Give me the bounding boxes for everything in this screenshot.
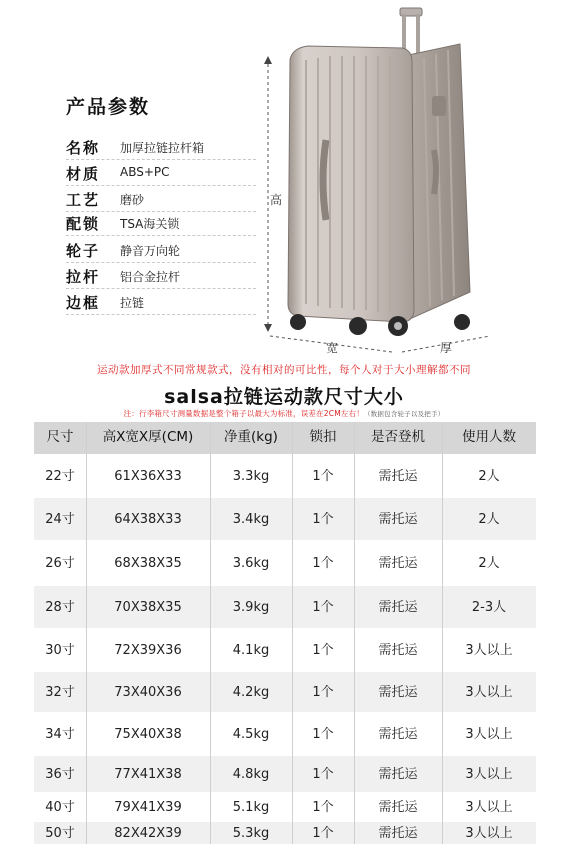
cell-boarding: 需托运 — [378, 555, 418, 571]
cell-dimensions: 68X38X35 — [114, 555, 182, 571]
table-title: salsa拉链运动款尺寸大小 — [164, 386, 404, 408]
spec-key: 边框 — [66, 294, 101, 312]
cell-boarding: 需托运 — [378, 799, 418, 815]
header-size: 尺寸 — [46, 429, 74, 446]
spec-key: 工艺 — [66, 191, 101, 209]
spec-key: 配锁 — [66, 215, 101, 233]
cell-users: 3人以上 — [465, 726, 513, 742]
cell-lock: 1个 — [312, 726, 334, 742]
cell-users: 2-3人 — [471, 599, 507, 615]
spec-value: ABS+PC — [120, 165, 170, 179]
column-divider — [210, 422, 211, 844]
suitcase-illustration — [262, 0, 502, 362]
cell-size: 34寸 — [45, 726, 75, 742]
cell-users: 2人 — [478, 468, 500, 484]
spec-title: 产品参数 — [66, 96, 151, 118]
table-row — [34, 586, 536, 628]
cell-lock: 1个 — [312, 468, 334, 484]
spec-row — [66, 240, 256, 263]
size-table — [34, 422, 536, 844]
table-row — [34, 714, 536, 754]
spec-key: 名称 — [66, 139, 101, 157]
cell-size: 32寸 — [45, 684, 75, 700]
cell-lock: 1个 — [312, 684, 334, 700]
cell-lock: 1个 — [312, 825, 334, 841]
cell-users: 3人以上 — [465, 642, 513, 658]
cell-users: 2人 — [478, 511, 500, 527]
cell-weight: 4.1kg — [232, 642, 270, 658]
cell-weight: 4.5kg — [232, 726, 270, 742]
cell-boarding: 需托运 — [378, 511, 418, 527]
cell-boarding: 需托运 — [378, 825, 418, 841]
column-divider — [442, 422, 443, 844]
cell-size: 22寸 — [45, 468, 75, 484]
arrow-down-icon — [264, 324, 272, 332]
table-note-main: 注：行李箱尺寸测量数据是整个箱子以最大为标准，误差在2CM左右！ — [123, 409, 364, 418]
cell-size: 50寸 — [45, 825, 75, 841]
cell-users: 3人以上 — [465, 684, 513, 700]
table-row — [34, 456, 536, 496]
cell-lock: 1个 — [312, 642, 334, 658]
arrow-up-icon — [264, 56, 272, 64]
cell-size: 36寸 — [45, 766, 75, 782]
cell-dimensions: 79X41X39 — [114, 799, 182, 815]
cell-weight: 3.3kg — [232, 468, 270, 484]
width-label: 宽 — [326, 341, 339, 355]
column-divider — [292, 422, 293, 844]
table-row — [34, 756, 536, 792]
cell-boarding: 需托运 — [378, 642, 418, 658]
spec-row — [66, 137, 256, 160]
header-dimensions: 高X宽X厚(CM) — [102, 429, 194, 446]
cell-users: 3人以上 — [465, 799, 513, 815]
header-users: 使用人数 — [462, 429, 516, 446]
cell-users: 3人以上 — [465, 766, 513, 782]
cell-weight: 5.3kg — [232, 825, 270, 841]
cell-boarding: 需托运 — [378, 684, 418, 700]
cell-dimensions: 82X42X39 — [114, 825, 182, 841]
cell-size: 26寸 — [45, 555, 75, 571]
cell-lock: 1个 — [312, 799, 334, 815]
spec-value: 加厚拉链拉杆箱 — [120, 141, 205, 155]
cell-boarding: 需托运 — [378, 766, 418, 782]
cell-weight: 5.1kg — [232, 799, 270, 815]
cell-dimensions: 73X40X36 — [114, 684, 182, 700]
cell-dimensions: 72X39X36 — [114, 642, 182, 658]
cell-users: 2人 — [478, 555, 500, 571]
spec-key: 拉杆 — [66, 268, 101, 286]
product-spec-section — [0, 0, 568, 362]
table-row — [34, 794, 536, 820]
cell-boarding: 需托运 — [378, 599, 418, 615]
table-row — [34, 822, 536, 844]
cell-dimensions: 70X38X35 — [114, 599, 182, 615]
notice-text: 运动款加厚式不同常规款式，没有相对的可比性，每个人对于大小理解都不同 — [97, 364, 471, 376]
depth-label: 厚 — [440, 341, 453, 355]
table-note — [0, 408, 568, 419]
cell-size: 24寸 — [45, 511, 75, 527]
header-boarding: 是否登机 — [371, 429, 425, 446]
cell-boarding: 需托运 — [378, 726, 418, 742]
cell-lock: 1个 — [312, 599, 334, 615]
cell-size: 40寸 — [45, 799, 75, 815]
spec-row — [66, 292, 256, 315]
cell-users: 3人以上 — [465, 825, 513, 841]
cell-boarding: 需托运 — [378, 468, 418, 484]
cell-weight: 4.8kg — [232, 766, 270, 782]
height-label: 高 — [270, 193, 283, 207]
spec-value: 拉链 — [120, 296, 145, 310]
cell-size: 28寸 — [45, 599, 75, 615]
cell-lock: 1个 — [312, 555, 334, 571]
column-divider — [354, 422, 355, 844]
spec-row — [66, 266, 256, 289]
table-row — [34, 542, 536, 584]
column-divider — [86, 422, 87, 844]
spec-key: 轮子 — [66, 242, 101, 260]
spec-value: 静音万向轮 — [120, 244, 181, 258]
header-lock: 锁扣 — [309, 429, 337, 446]
spec-value: 铝合金拉杆 — [120, 270, 181, 284]
cell-dimensions: 77X41X38 — [114, 766, 182, 782]
cell-lock: 1个 — [312, 766, 334, 782]
cell-lock: 1个 — [312, 511, 334, 527]
table-note-small: （数据包含轮子以及把手） — [363, 410, 445, 418]
table-header-row — [34, 422, 536, 454]
cell-dimensions: 64X38X33 — [114, 511, 182, 527]
table-row — [34, 630, 536, 670]
cell-weight: 3.9kg — [232, 599, 270, 615]
table-row — [34, 498, 536, 540]
spec-key: 材质 — [66, 165, 101, 183]
table-row — [34, 672, 536, 712]
cell-dimensions: 61X36X33 — [114, 468, 182, 484]
cell-weight: 3.4kg — [232, 511, 270, 527]
spec-value: 磨砂 — [120, 193, 145, 207]
spec-row — [66, 213, 256, 236]
cell-weight: 3.6kg — [232, 555, 270, 571]
spec-row — [66, 189, 256, 212]
spec-row — [66, 163, 256, 186]
cell-size: 30寸 — [45, 642, 75, 658]
spec-value: TSA海关锁 — [120, 217, 180, 231]
cell-weight: 4.2kg — [232, 684, 270, 700]
cell-dimensions: 75X40X38 — [114, 726, 182, 742]
header-weight: 净重(kg) — [224, 429, 278, 446]
